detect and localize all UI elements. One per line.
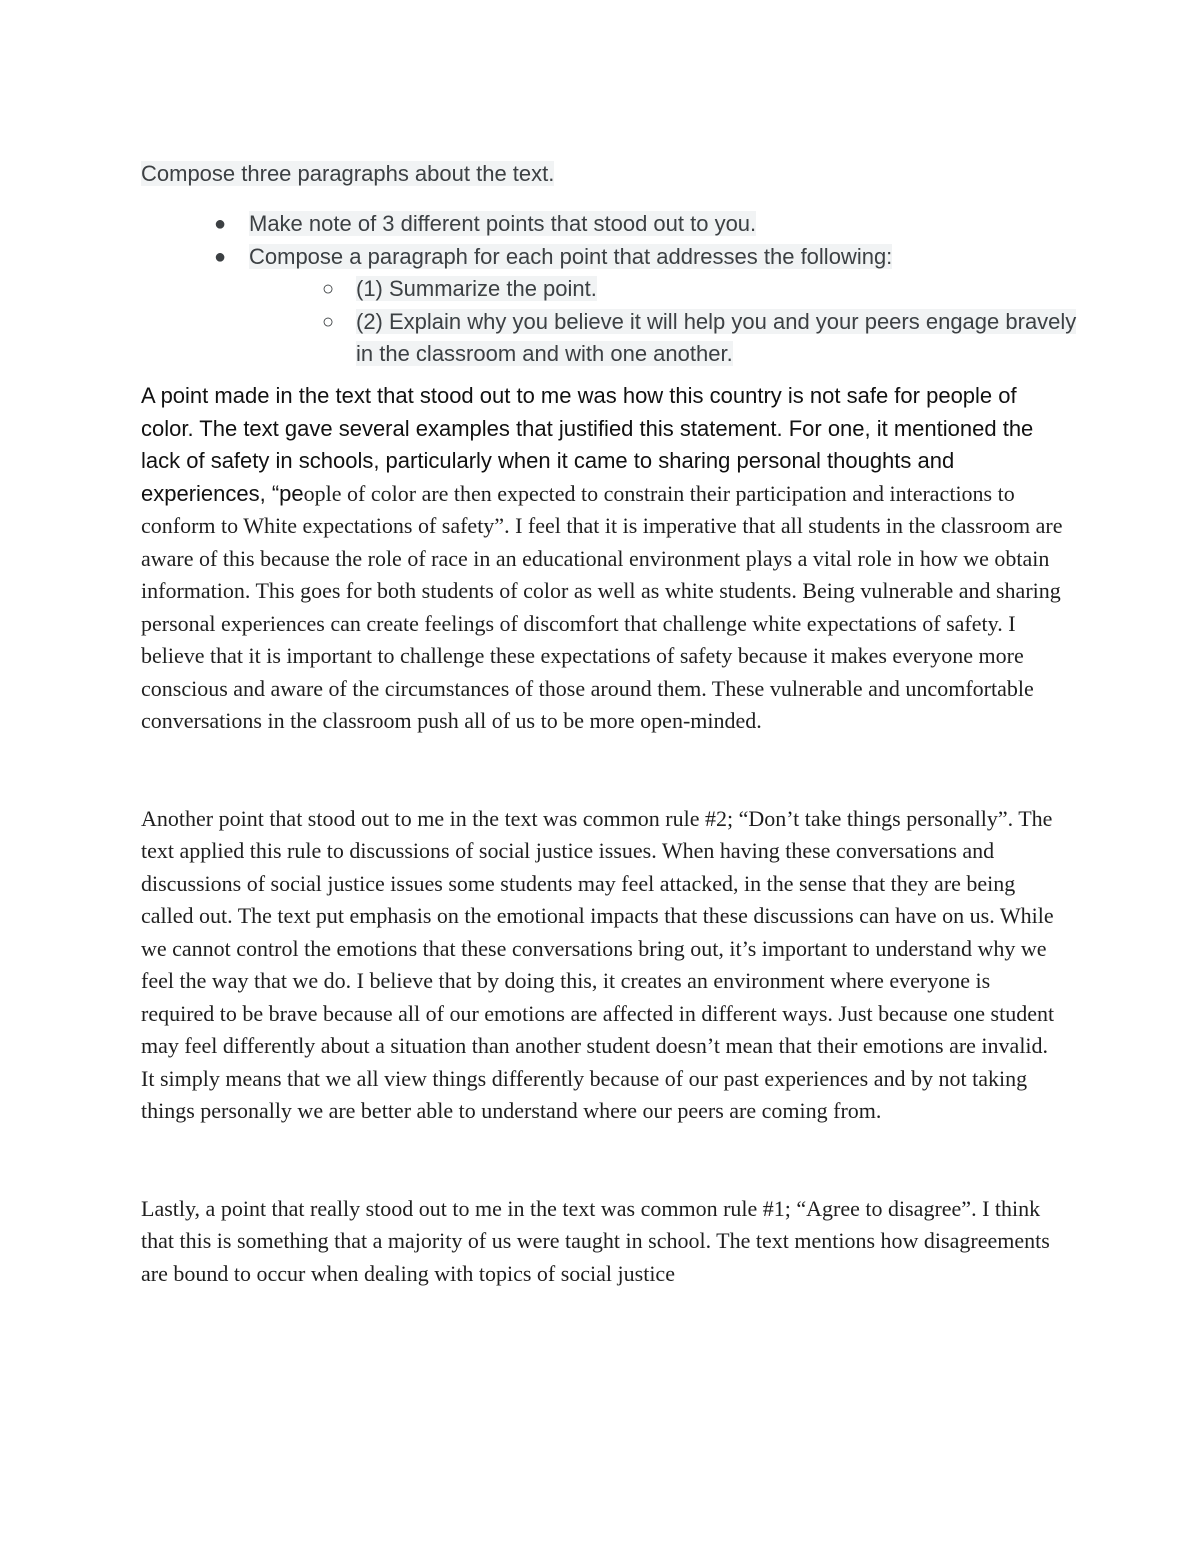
prompt-heading-text: Compose three paragraphs about the text. [141,161,555,186]
sub-list-item [141,273,1081,306]
essay-paragraph-3: Lastly, a point that really stood out to me in the text was common rule #1; “Agree to disagree”. I think that this is something that a majority of us were taught in school. The text mentions how disagreements are bound to occur when dealing with topics of social justice [141,1195,1050,1286]
essay-body [141,380,1066,1290]
paragraph-spacer [141,738,1066,803]
prompt-instructions-list [141,208,1081,371]
list-item [141,208,1081,241]
hollow-bullet-icon: ○ [322,278,335,300]
paragraph-1-rest-text: ople of color are then expected to constrain their participation and interactions to conform to White expectations of safety”. I feel that it is imperative that all students in the classroom are aware of this because the role of race in an educational environment plays a vital role in how we obtain information. This goes for both students of color as well as white students. Being vulnerable and sharing personal experiences can create feelings of discomfort that challenge white expectations of safety. I believe that it is important to challenge these expectations of safety because it makes everyone more conscious and aware of the circumstances of those around them. These vulnerable and uncomfortable conversations in the classroom push all of us to be more open-minded. [141,480,1063,733]
list-item-text: Make note of 3 different points that stood out to you. [249,211,757,236]
hollow-bullet-icon: ○ [322,310,335,333]
paragraph-1-lead-text: A point made in the text that stood out to me was how this country is not safe for people of color. The text gave several examples that justified this statement. For one, it mentioned the lack of safety in schools, particularly when it came to sharing personal thoughts and experiences, “pe [141,383,1034,506]
list-item-text: Compose a paragraph for each point that addresses the following: [249,243,893,269]
essay-paragraph-1 [141,380,1066,738]
essay-paragraph-2: Another point that stood out to me in the text was common rule #2; “Don’t take things personally”. The text applied this rule to discussions of social justice issues. When having these conversations and discussions of social justice issues some students may feel attacked, in the sense that they are being called out. The text put emphasis on the emotional impacts that these discussions can have on us. While we cannot control the emotions that these conversations bring out, it’s important to understand why we feel the way that we do. I believe that by doing this, it creates an environment where everyone is required to be brave because all of our emotions are affected in different ways. Just because one student may feel differently about a situation than another student doesn’t mean that their emotions are invalid. It simply means that we all view things differently because of our past experiences and by not taking things personally we are better able to understand where our peers are coming from. [141,805,1055,1123]
sub-list-item [141,306,1081,371]
list-item [141,241,1081,274]
bullet-icon: ● [214,213,227,235]
bullet-icon: ● [214,245,227,268]
sub-list-item-text: (1) Summarize the point. [356,276,597,301]
paragraph-spacer [141,1128,1066,1193]
prompt-heading [141,158,554,190]
sub-list-item-text: (2) Explain why you believe it will help you and your peers engage bravely in the classroom and with one another. [356,308,1077,366]
